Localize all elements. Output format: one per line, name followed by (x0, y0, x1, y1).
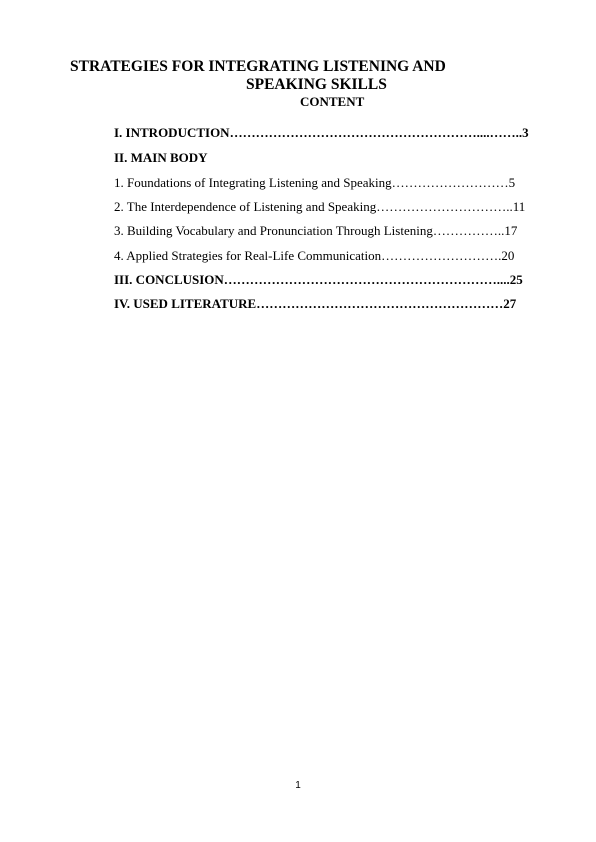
document-title-line-2: SPEAKING SKILLS (246, 76, 387, 93)
content-heading: CONTENT (300, 94, 365, 109)
toc-entry-interdependence: 2. The Interdependence of Listening and Speaking…………………………..11 (114, 199, 526, 214)
toc-entry-foundations: 1. Foundations of Integrating Listening and Speaking………………………5 (114, 175, 516, 190)
toc-entry-main-body: II. MAIN BODY (114, 150, 208, 165)
document-title-line-1: STRATEGIES FOR INTEGRATING LISTENING AND (70, 58, 446, 75)
toc-entry-used-literature: IV. USED LITERATURE…………………………………………………27 (114, 296, 517, 311)
toc-entry-applied-strategies: 4. Applied Strategies for Real-Life Communication……………………….20 (114, 248, 515, 263)
page-number: 1 (295, 780, 301, 791)
toc-entry-vocabulary: 3. Building Vocabulary and Pronunciation Through Listening……………..17 (114, 223, 518, 238)
toc-entry-conclusion: III. CONCLUSION………………………………………………………....25 (114, 272, 523, 287)
toc-entry-introduction: I. INTRODUCTION…………………………………………………....……..3 (114, 125, 529, 140)
